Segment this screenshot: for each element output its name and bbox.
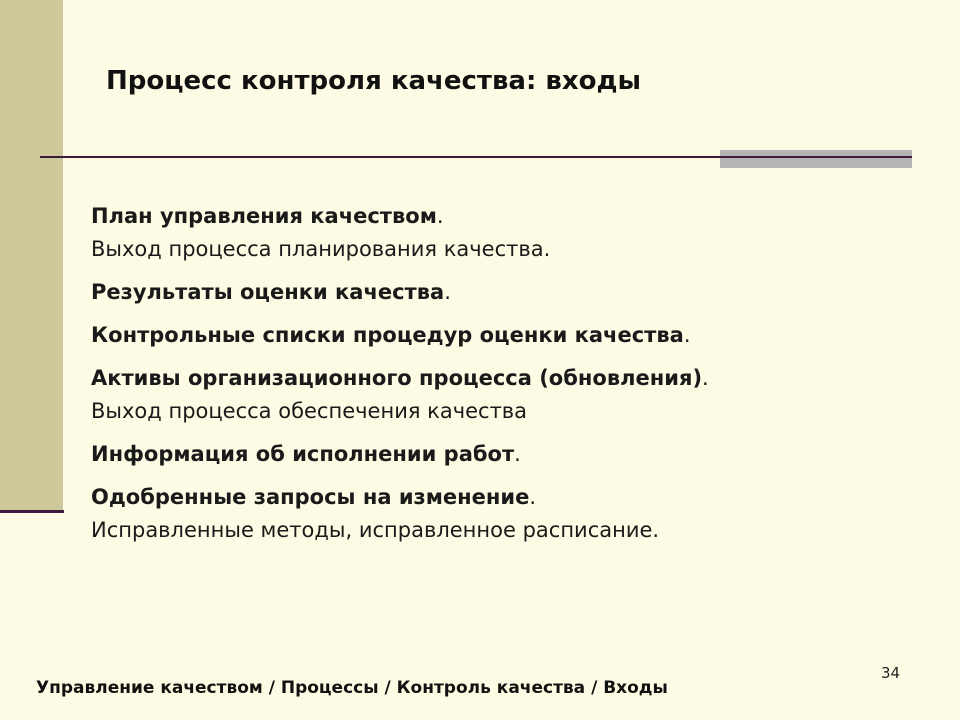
slide-title: Процесс контроля качества: входы bbox=[106, 66, 642, 96]
title-accent-bar bbox=[720, 150, 912, 168]
item-heading: План управления качеством bbox=[91, 204, 437, 228]
item-punctuation: . bbox=[702, 366, 709, 390]
item-subtext: Исправленные методы, исправленное расписание. bbox=[91, 518, 660, 542]
list-item bbox=[91, 481, 931, 547]
item-heading: Контрольные списки процедур оценки качества bbox=[91, 323, 684, 347]
list-item bbox=[91, 362, 931, 428]
item-heading: Активы организационного процесса (обновления) bbox=[91, 366, 703, 390]
item-subtext: Выход процесса планирования качества. bbox=[91, 237, 551, 261]
list-item bbox=[91, 276, 931, 309]
item-subtext: Выход процесса обеспечения качества bbox=[91, 399, 528, 423]
item-punctuation: . bbox=[514, 442, 521, 466]
item-heading: Информация об исполнении работ bbox=[91, 442, 515, 466]
left-decorative-band bbox=[0, 0, 63, 512]
item-punctuation: . bbox=[529, 485, 537, 509]
item-punctuation: . bbox=[444, 280, 451, 304]
breadcrumb: Управление качеством / Процессы / Контроль качества / Входы bbox=[36, 678, 668, 698]
item-punctuation: . bbox=[436, 204, 444, 228]
list-item bbox=[91, 319, 931, 352]
list-item bbox=[91, 200, 931, 266]
list-item bbox=[91, 438, 931, 471]
item-heading: Одобренные запросы на изменение bbox=[91, 485, 530, 509]
item-punctuation: . bbox=[683, 323, 691, 347]
left-band-rule bbox=[0, 510, 64, 513]
item-heading: Результаты оценки качества bbox=[91, 280, 445, 304]
slide-content bbox=[91, 200, 931, 557]
title-accent-line bbox=[720, 156, 912, 158]
page-number: 34 bbox=[881, 664, 901, 682]
